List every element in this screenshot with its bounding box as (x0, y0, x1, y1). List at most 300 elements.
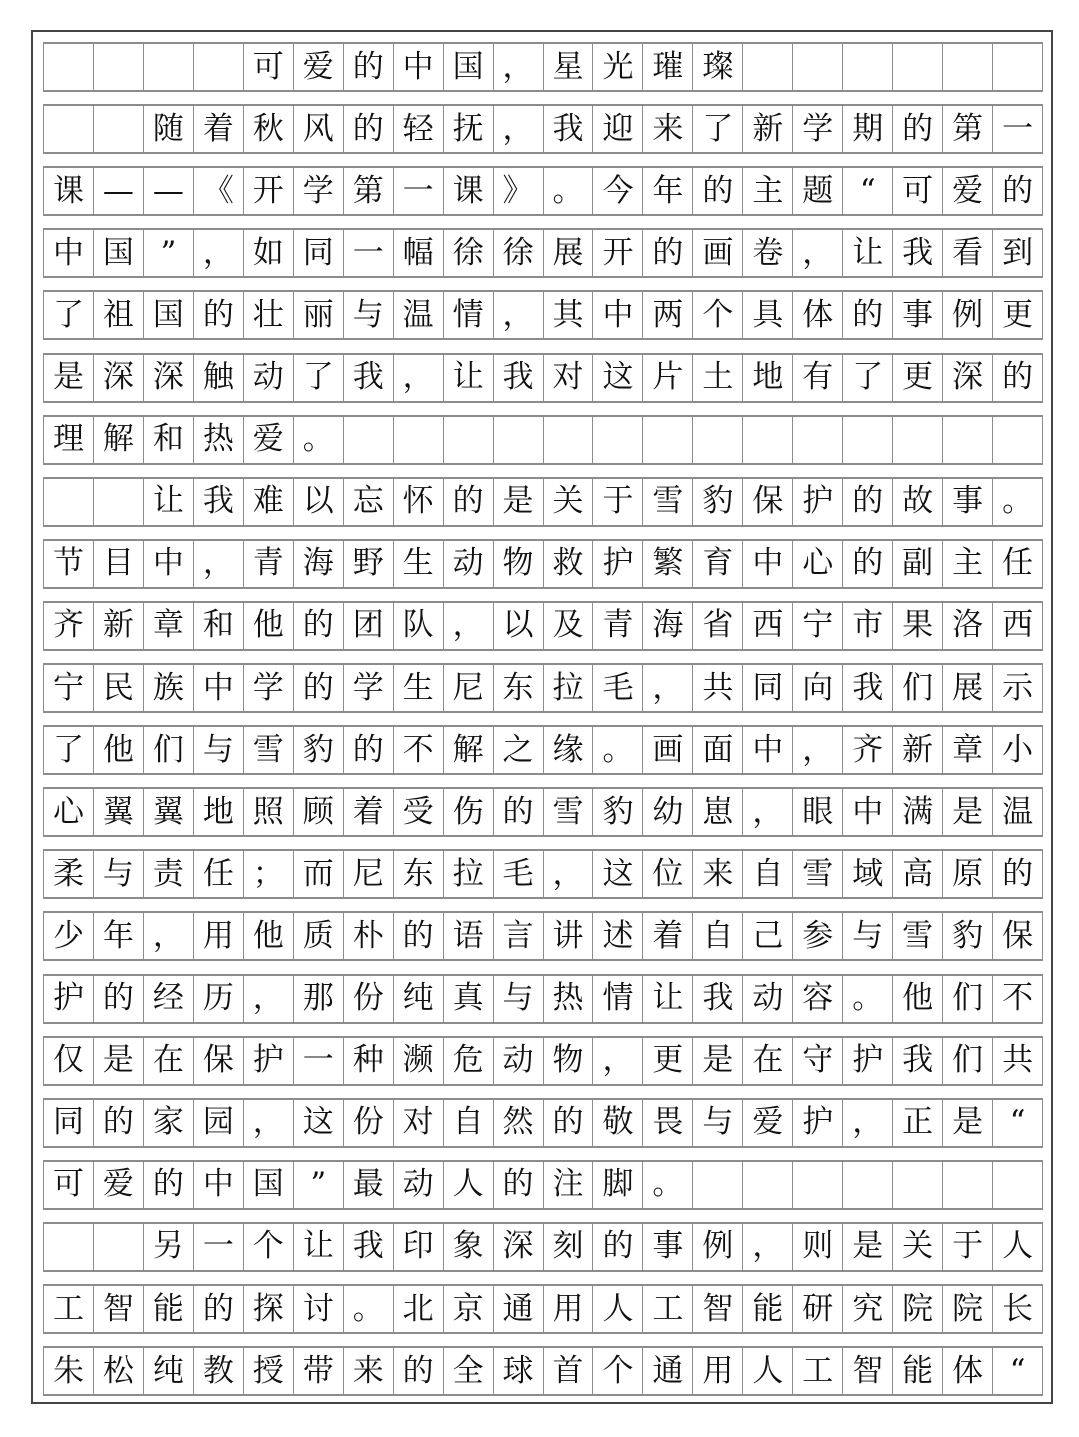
grid-cell: 事 (943, 479, 993, 525)
grid-cell: “ (993, 1100, 1043, 1146)
grid-cell: 。 (843, 976, 893, 1022)
grid-cell: 深 (94, 355, 144, 401)
grid-cell: 可 (893, 168, 943, 214)
grid-cell (94, 44, 144, 90)
grid-cell: 市 (843, 603, 893, 649)
grid-cell: 怀 (394, 479, 444, 525)
grid-cell: 如 (244, 230, 294, 276)
grid-cell: 爱 (943, 168, 993, 214)
grid-cell: 星 (544, 44, 594, 90)
grid-cell: 有 (793, 355, 843, 401)
grid-cell: 今 (593, 168, 643, 214)
grid-cell: 他 (244, 603, 294, 649)
grid-cell: 难 (244, 479, 294, 525)
grid-cell: 一 (394, 168, 444, 214)
grid-cell (943, 417, 993, 463)
grid-cell (793, 1162, 843, 1208)
grid-cell: 雪 (893, 913, 943, 959)
grid-cell: 正 (893, 1100, 943, 1146)
grid-cell: 同 (294, 230, 344, 276)
grid-cell: 画 (643, 727, 693, 773)
grid-cell: 新 (743, 106, 793, 152)
grid-cell: 章 (943, 727, 993, 773)
grid-cell: 工 (793, 1348, 843, 1394)
grid-cell: ， (544, 851, 594, 897)
grid-cell: 真 (444, 976, 494, 1022)
grid-cell: 工 (643, 1286, 693, 1332)
grid-cell: 璀 (643, 44, 693, 90)
grid-cell: ， (494, 292, 544, 338)
grid-cell: 的 (843, 292, 893, 338)
grid-cell: 情 (444, 292, 494, 338)
grid-cell: 了 (294, 355, 344, 401)
grid-cell: 幼 (643, 789, 693, 835)
grid-cell (44, 1224, 94, 1270)
grid-cell: 团 (344, 603, 394, 649)
grid-cell: 拉 (544, 665, 594, 711)
manuscript-row (43, 415, 1043, 465)
grid-cell: 对 (544, 355, 594, 401)
grid-cell (793, 417, 843, 463)
grid-cell: 对 (394, 1100, 444, 1146)
manuscript-row (43, 1222, 1043, 1272)
grid-cell: 是 (943, 1100, 993, 1146)
grid-cell: 中 (44, 230, 94, 276)
grid-cell: 》 (494, 168, 544, 214)
grid-cell: 来 (693, 851, 743, 897)
grid-cell: 爱 (244, 417, 294, 463)
grid-cell (94, 479, 144, 525)
grid-cell: 生 (394, 665, 444, 711)
grid-cell: 共 (993, 1038, 1043, 1084)
grid-cell: 的 (444, 479, 494, 525)
grid-cell (144, 44, 194, 90)
grid-cell: 动 (743, 976, 793, 1022)
grid-cell: 守 (793, 1038, 843, 1084)
grid-cell: 片 (643, 355, 693, 401)
grid-cell: 院 (943, 1286, 993, 1332)
grid-cell: ， (394, 355, 444, 401)
grid-cell: 这 (593, 851, 643, 897)
grid-cell: ， (843, 1100, 893, 1146)
grid-cell: ， (743, 1224, 793, 1270)
grid-cell: 松 (94, 1348, 144, 1394)
grid-cell: 祖 (94, 292, 144, 338)
grid-cell: 让 (643, 976, 693, 1022)
grid-cell: 秋 (244, 106, 294, 152)
grid-cell: 与 (194, 727, 244, 773)
grid-cell: 长 (993, 1286, 1043, 1332)
grid-cell: 他 (94, 727, 144, 773)
grid-cell: ， (194, 230, 244, 276)
grid-cell: 生 (394, 541, 444, 587)
grid-cell: 护 (793, 1100, 843, 1146)
manuscript-row (43, 353, 1043, 403)
grid-cell (943, 44, 993, 90)
grid-cell: 同 (743, 665, 793, 711)
grid-cell: 是 (494, 479, 544, 525)
grid-cell: 的 (993, 168, 1043, 214)
grid-cell: 任 (993, 541, 1043, 587)
grid-cell: 具 (743, 292, 793, 338)
grid-cell: 年 (94, 913, 144, 959)
grid-cell: 护 (593, 541, 643, 587)
grid-cell: 的 (294, 665, 344, 711)
grid-cell: 探 (244, 1286, 294, 1332)
grid-cell: 事 (893, 292, 943, 338)
grid-cell: 学 (244, 665, 294, 711)
grid-cell: 我 (893, 1038, 943, 1084)
grid-cell: 经 (144, 976, 194, 1022)
grid-cell: 救 (544, 541, 594, 587)
grid-cell: 的 (843, 479, 893, 525)
grid-cell: 动 (444, 541, 494, 587)
grid-cell: 题 (793, 168, 843, 214)
grid-cell: 开 (244, 168, 294, 214)
grid-cell: 和 (144, 417, 194, 463)
grid-cell: 他 (244, 913, 294, 959)
grid-cell: 朴 (344, 913, 394, 959)
grid-cell (643, 417, 693, 463)
grid-cell: 触 (194, 355, 244, 401)
grid-cell: 纯 (394, 976, 444, 1022)
grid-cell: 用 (194, 913, 244, 959)
grid-cell: 让 (294, 1224, 344, 1270)
grid-cell: 《 (194, 168, 244, 214)
manuscript-row (43, 1346, 1043, 1396)
grid-cell: ， (793, 230, 843, 276)
grid-cell (593, 417, 643, 463)
grid-cell: 海 (294, 541, 344, 587)
grid-cell: 象 (444, 1224, 494, 1270)
grid-cell: 是 (94, 1038, 144, 1084)
grid-cell: 球 (494, 1348, 544, 1394)
grid-cell: 热 (194, 417, 244, 463)
grid-cell: 毛 (494, 851, 544, 897)
grid-cell: 徐 (444, 230, 494, 276)
grid-cell: 深 (144, 355, 194, 401)
grid-cell (993, 417, 1043, 463)
grid-cell (444, 417, 494, 463)
grid-cell: 主 (743, 168, 793, 214)
grid-cell: 人 (593, 1286, 643, 1332)
grid-cell: 与 (693, 1100, 743, 1146)
grid-cell: 豹 (693, 479, 743, 525)
grid-cell: 种 (344, 1038, 394, 1084)
grid-cell: 用 (544, 1286, 594, 1332)
grid-cell: 其 (544, 292, 594, 338)
grid-cell: 全 (444, 1348, 494, 1394)
grid-cell: 。 (643, 1162, 693, 1208)
grid-cell: 中 (743, 541, 793, 587)
grid-cell: 光 (593, 44, 643, 90)
grid-cell: 的 (294, 603, 344, 649)
grid-cell: — (94, 168, 144, 214)
grid-cell: 的 (494, 1162, 544, 1208)
grid-cell: 的 (344, 44, 394, 90)
grid-cell: 青 (244, 541, 294, 587)
grid-cell: 野 (344, 541, 394, 587)
grid-cell: 翼 (144, 789, 194, 835)
grid-cell: 关 (893, 1224, 943, 1270)
grid-cell: 注 (544, 1162, 594, 1208)
grid-cell: ， (494, 44, 544, 90)
grid-cell: 毛 (593, 665, 643, 711)
grid-cell: 的 (344, 106, 394, 152)
grid-cell (44, 479, 94, 525)
grid-cell: 看 (943, 230, 993, 276)
grid-cell: 这 (294, 1100, 344, 1146)
grid-cell (394, 417, 444, 463)
grid-cell: 是 (44, 355, 94, 401)
grid-cell: 风 (294, 106, 344, 152)
grid-cell: 章 (144, 603, 194, 649)
grid-cell: 语 (444, 913, 494, 959)
grid-cell: 们 (943, 976, 993, 1022)
grid-cell: 保 (194, 1038, 244, 1084)
grid-cell: 的 (993, 851, 1043, 897)
grid-cell: “ (843, 168, 893, 214)
grid-cell: 护 (244, 1038, 294, 1084)
manuscript-row (43, 601, 1043, 651)
grid-cell: 来 (344, 1348, 394, 1394)
grid-cell: 壮 (244, 292, 294, 338)
grid-cell: 容 (793, 976, 843, 1022)
grid-cell: 京 (444, 1286, 494, 1332)
grid-cell (94, 106, 144, 152)
grid-cell: 迎 (593, 106, 643, 152)
grid-cell: 。 (593, 727, 643, 773)
grid-cell: ” (144, 230, 194, 276)
grid-cell: 原 (943, 851, 993, 897)
grid-cell: 展 (943, 665, 993, 711)
grid-cell: ； (244, 851, 294, 897)
grid-cell: 深 (494, 1224, 544, 1270)
grid-cell: 护 (793, 479, 843, 525)
grid-cell: 的 (394, 913, 444, 959)
grid-cell: 我 (494, 355, 544, 401)
grid-cell: 通 (643, 1348, 693, 1394)
grid-cell: 崽 (693, 789, 743, 835)
grid-cell: 的 (693, 168, 743, 214)
grid-cell: 族 (144, 665, 194, 711)
grid-cell: 同 (44, 1100, 94, 1146)
manuscript-row (43, 228, 1043, 278)
grid-cell: 物 (544, 1038, 594, 1084)
grid-cell: 智 (843, 1348, 893, 1394)
grid-cell: 则 (793, 1224, 843, 1270)
grid-cell: 与 (94, 851, 144, 897)
grid-cell: 危 (444, 1038, 494, 1084)
grid-cell: 是 (943, 789, 993, 835)
grid-cell: 事 (643, 1224, 693, 1270)
grid-cell (893, 1162, 943, 1208)
grid-cell: 让 (444, 355, 494, 401)
grid-cell: 爱 (94, 1162, 144, 1208)
grid-cell: 他 (893, 976, 943, 1022)
grid-cell: 园 (194, 1100, 244, 1146)
grid-cell: 土 (693, 355, 743, 401)
grid-cell: 。 (993, 479, 1043, 525)
grid-cell: 课 (444, 168, 494, 214)
grid-cell: 用 (693, 1348, 743, 1394)
grid-cell: 雪 (793, 851, 843, 897)
grid-cell: 让 (843, 230, 893, 276)
grid-cell: 护 (843, 1038, 893, 1084)
grid-cell: 的 (993, 355, 1043, 401)
grid-cell: 海 (643, 603, 693, 649)
grid-cell: 了 (843, 355, 893, 401)
grid-cell: 地 (194, 789, 244, 835)
grid-cell: 了 (693, 106, 743, 152)
grid-cell: 幅 (394, 230, 444, 276)
grid-cell: 个 (593, 1348, 643, 1394)
grid-cell: 。 (294, 417, 344, 463)
grid-cell: 个 (244, 1224, 294, 1270)
grid-cell: “ (993, 1348, 1043, 1394)
grid-cell: 教 (194, 1348, 244, 1394)
grid-cell: 的 (144, 1162, 194, 1208)
grid-cell: 一 (294, 1038, 344, 1084)
grid-cell: ” (294, 1162, 344, 1208)
grid-cell: 伤 (444, 789, 494, 835)
grid-cell: 课 (44, 168, 94, 214)
grid-cell: 受 (394, 789, 444, 835)
grid-cell: 。 (344, 1286, 394, 1332)
grid-cell: 洛 (943, 603, 993, 649)
grid-cell: 中 (743, 727, 793, 773)
grid-cell: 第 (344, 168, 394, 214)
grid-cell: 述 (593, 913, 643, 959)
grid-cell: 尼 (344, 851, 394, 897)
grid-cell: 人 (743, 1348, 793, 1394)
grid-cell: 于 (943, 1224, 993, 1270)
grid-cell: 以 (494, 603, 544, 649)
grid-cell: 心 (793, 541, 843, 587)
grid-cell (743, 44, 793, 90)
grid-cell: 刻 (544, 1224, 594, 1270)
grid-cell: 与 (843, 913, 893, 959)
grid-cell: 主 (943, 541, 993, 587)
grid-cell: 们 (144, 727, 194, 773)
grid-cell: 拉 (444, 851, 494, 897)
grid-cell: 不 (993, 976, 1043, 1022)
grid-cell: 一 (993, 106, 1043, 152)
grid-cell: 能 (144, 1286, 194, 1332)
grid-cell: 顾 (294, 789, 344, 835)
grid-cell: 队 (394, 603, 444, 649)
grid-cell: 豹 (294, 727, 344, 773)
grid-cell: 敬 (593, 1100, 643, 1146)
grid-cell: 我 (893, 230, 943, 276)
grid-cell: 年 (643, 168, 693, 214)
grid-cell: 人 (993, 1224, 1043, 1270)
grid-cell: 这 (593, 355, 643, 401)
grid-cell: ， (444, 603, 494, 649)
grid-cell: 照 (244, 789, 294, 835)
grid-cell: 学 (294, 168, 344, 214)
grid-cell: 我 (693, 976, 743, 1022)
grid-cell: 民 (94, 665, 144, 711)
grid-cell: ， (593, 1038, 643, 1084)
grid-cell: 雪 (244, 727, 294, 773)
grid-cell: 份 (344, 1100, 394, 1146)
grid-cell: 眼 (793, 789, 843, 835)
grid-cell: 节 (44, 541, 94, 587)
grid-cell: 温 (993, 789, 1043, 835)
grid-cell (743, 417, 793, 463)
grid-cell: 着 (344, 789, 394, 835)
grid-cell: 雪 (643, 479, 693, 525)
grid-cell: 讨 (294, 1286, 344, 1332)
grid-cell: 开 (593, 230, 643, 276)
grid-cell (843, 1162, 893, 1208)
grid-cell: 在 (144, 1038, 194, 1084)
grid-cell (344, 417, 394, 463)
grid-cell: 爱 (294, 44, 344, 90)
grid-cell (893, 417, 943, 463)
grid-cell: 缘 (544, 727, 594, 773)
manuscript-row (43, 911, 1043, 961)
grid-cell: 我 (544, 106, 594, 152)
manuscript-row (43, 104, 1043, 154)
grid-cell: 翼 (94, 789, 144, 835)
grid-cell (44, 44, 94, 90)
grid-cell: 学 (793, 106, 843, 152)
grid-cell: 齐 (843, 727, 893, 773)
grid-cell: 了 (44, 727, 94, 773)
grid-cell: 授 (244, 1348, 294, 1394)
grid-cell: ， (793, 727, 843, 773)
grid-cell (843, 44, 893, 90)
grid-cell: 家 (144, 1100, 194, 1146)
grid-cell: 徐 (494, 230, 544, 276)
grid-cell: 随 (144, 106, 194, 152)
grid-cell: 情 (593, 976, 643, 1022)
grid-cell: 目 (94, 541, 144, 587)
grid-cell: 我 (344, 1224, 394, 1270)
grid-cell: 爱 (743, 1100, 793, 1146)
grid-cell: 朱 (44, 1348, 94, 1394)
grid-cell: 我 (843, 665, 893, 711)
grid-cell: 仅 (44, 1038, 94, 1084)
grid-cell (993, 44, 1043, 90)
grid-cell: 繁 (643, 541, 693, 587)
grid-cell: 更 (643, 1038, 693, 1084)
grid-cell: 的 (893, 106, 943, 152)
grid-cell: 着 (194, 106, 244, 152)
grid-cell: 向 (793, 665, 843, 711)
grid-cell: 中 (843, 789, 893, 835)
grid-cell (893, 44, 943, 90)
grid-cell: 们 (943, 1038, 993, 1084)
grid-cell: 及 (544, 603, 594, 649)
grid-cell: 国 (144, 292, 194, 338)
grid-cell: 言 (494, 913, 544, 959)
grid-cell: 与 (494, 976, 544, 1022)
grid-cell: 的 (843, 541, 893, 587)
manuscript-row (43, 1098, 1043, 1148)
grid-cell: 和 (194, 603, 244, 649)
grid-cell: 豹 (943, 913, 993, 959)
grid-cell: 保 (993, 913, 1043, 959)
grid-cell: 历 (194, 976, 244, 1022)
grid-cell: 故 (893, 479, 943, 525)
grid-cell: — (144, 168, 194, 214)
grid-cell: 我 (194, 479, 244, 525)
grid-cell: 而 (294, 851, 344, 897)
grid-cell: 雪 (544, 789, 594, 835)
